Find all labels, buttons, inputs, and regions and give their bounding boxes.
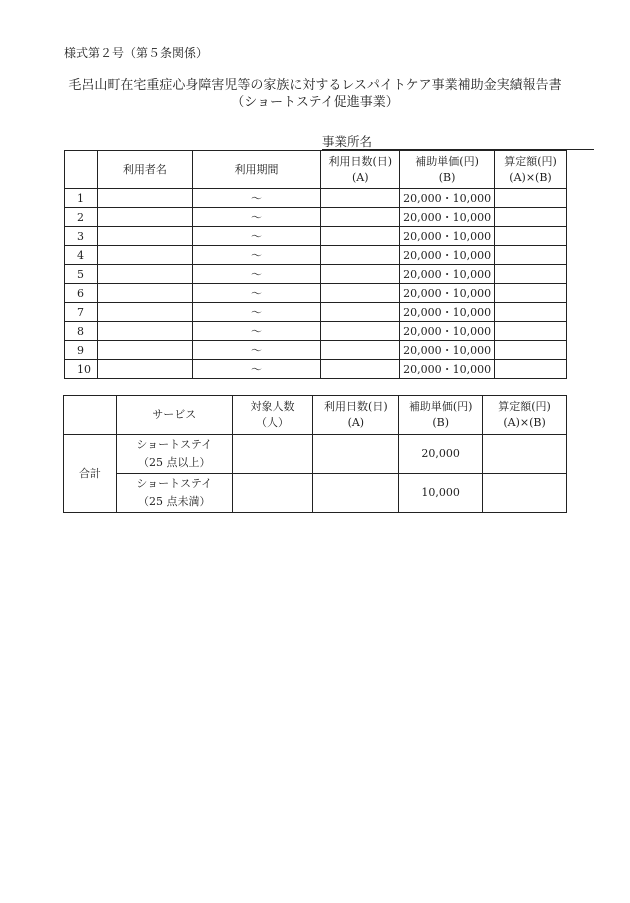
unit-price-cell: 20,000・10,000	[400, 265, 495, 284]
days-cell[interactable]	[321, 189, 400, 208]
amount-cell[interactable]	[495, 341, 567, 360]
header-unit-price: 補助単価(円) (B)	[399, 396, 483, 435]
table-row	[65, 246, 567, 265]
days-cell[interactable]	[321, 208, 400, 227]
table-row	[65, 284, 567, 303]
user-name-cell[interactable]	[97, 227, 192, 246]
user-name-cell[interactable]	[97, 360, 192, 379]
user-name-cell[interactable]	[97, 208, 192, 227]
unit-price-cell: 20,000・10,000	[400, 284, 495, 303]
header-persons: 対象人数 （人）	[232, 396, 313, 435]
row-number: 1	[65, 189, 98, 208]
amount-cell[interactable]	[495, 208, 567, 227]
unit-price-cell: 20,000・10,000	[400, 322, 495, 341]
user-name-cell[interactable]	[97, 284, 192, 303]
period-cell[interactable]: ～	[192, 322, 321, 341]
days-cell[interactable]	[321, 303, 400, 322]
row-number: 6	[65, 284, 98, 303]
amount-cell[interactable]	[495, 246, 567, 265]
table-row	[65, 322, 567, 341]
amount-cell[interactable]	[495, 360, 567, 379]
period-cell[interactable]: ～	[192, 341, 321, 360]
table-row	[65, 303, 567, 322]
days-cell[interactable]	[321, 227, 400, 246]
table-row	[65, 189, 567, 208]
period-cell[interactable]: ～	[192, 227, 321, 246]
office-name-label: 事業所名	[322, 134, 373, 149]
period-cell[interactable]: ～	[192, 265, 321, 284]
service-cell: ショートステイ （25 点以上）	[116, 435, 232, 474]
amount-cell[interactable]	[495, 265, 567, 284]
unit-price-cell: 20,000・10,000	[400, 360, 495, 379]
period-cell[interactable]: ～	[192, 189, 321, 208]
days-cell[interactable]	[321, 265, 400, 284]
unit-price-cell: 20,000・10,000	[400, 303, 495, 322]
row-number: 7	[65, 303, 98, 322]
usage-table-header	[65, 151, 567, 189]
report-title	[0, 77, 630, 111]
amount-cell[interactable]	[495, 227, 567, 246]
period-cell[interactable]: ～	[192, 246, 321, 265]
days-cell[interactable]	[321, 284, 400, 303]
persons-cell[interactable]	[232, 474, 313, 513]
user-name-cell[interactable]	[97, 189, 192, 208]
row-number: 2	[65, 208, 98, 227]
period-cell[interactable]: ～	[192, 360, 321, 379]
row-number: 5	[65, 265, 98, 284]
title-line-2: （ショートステイ促進事業）	[231, 95, 399, 110]
table-row	[65, 208, 567, 227]
unit-price-cell: 20,000	[399, 435, 483, 474]
amount-cell[interactable]	[495, 303, 567, 322]
summary-table	[63, 395, 567, 513]
days-cell[interactable]	[321, 246, 400, 265]
header-unit-price: 補助単価(円) (B)	[400, 151, 495, 189]
unit-price-cell: 10,000	[399, 474, 483, 513]
title-line-1: 毛呂山町在宅重症心身障害児等の家族に対するレスパイトケア事業補助金実績報告書	[68, 78, 562, 93]
table-row	[65, 360, 567, 379]
summary-row	[64, 474, 567, 513]
summary-table-header	[64, 396, 567, 435]
days-cell[interactable]	[313, 435, 399, 474]
unit-price-cell: 20,000・10,000	[400, 208, 495, 227]
user-name-cell[interactable]	[97, 246, 192, 265]
table-row	[65, 265, 567, 284]
user-name-cell[interactable]	[97, 341, 192, 360]
office-name-field[interactable]	[322, 134, 594, 150]
header-days: 利用日数(日) (A)	[313, 396, 399, 435]
header-amount: 算定額(円) (A)×(B)	[483, 396, 567, 435]
user-name-cell[interactable]	[97, 265, 192, 284]
days-cell[interactable]	[321, 341, 400, 360]
total-label: 合計	[64, 435, 117, 513]
days-cell[interactable]	[313, 474, 399, 513]
amount-cell[interactable]	[495, 189, 567, 208]
row-number: 9	[65, 341, 98, 360]
period-cell[interactable]: ～	[192, 208, 321, 227]
row-number: 10	[65, 360, 98, 379]
form-number: 様式第２号（第５条関係）	[64, 46, 209, 60]
persons-cell[interactable]	[232, 435, 313, 474]
header-no	[65, 151, 98, 189]
unit-price-cell: 20,000・10,000	[400, 189, 495, 208]
amount-cell[interactable]	[483, 435, 567, 474]
unit-price-cell: 20,000・10,000	[400, 341, 495, 360]
row-number: 4	[65, 246, 98, 265]
table-row	[65, 341, 567, 360]
header-blank	[64, 396, 117, 435]
row-number: 3	[65, 227, 98, 246]
table-row	[65, 227, 567, 246]
amount-cell[interactable]	[495, 284, 567, 303]
service-cell: ショートステイ （25 点未満）	[116, 474, 232, 513]
usage-table	[64, 150, 567, 379]
days-cell[interactable]	[321, 360, 400, 379]
days-cell[interactable]	[321, 322, 400, 341]
period-cell[interactable]: ～	[192, 284, 321, 303]
amount-cell[interactable]	[495, 322, 567, 341]
header-service: サービス	[116, 396, 232, 435]
header-days: 利用日数(日) (A)	[321, 151, 400, 189]
header-user-name: 利用者名	[97, 151, 192, 189]
user-name-cell[interactable]	[97, 322, 192, 341]
unit-price-cell: 20,000・10,000	[400, 246, 495, 265]
amount-cell[interactable]	[483, 474, 567, 513]
header-amount: 算定額(円) (A)×(B)	[495, 151, 567, 189]
period-cell[interactable]: ～	[192, 303, 321, 322]
user-name-cell[interactable]	[97, 303, 192, 322]
row-number: 8	[65, 322, 98, 341]
header-period: 利用期間	[192, 151, 321, 189]
summary-row	[64, 435, 567, 474]
unit-price-cell: 20,000・10,000	[400, 227, 495, 246]
